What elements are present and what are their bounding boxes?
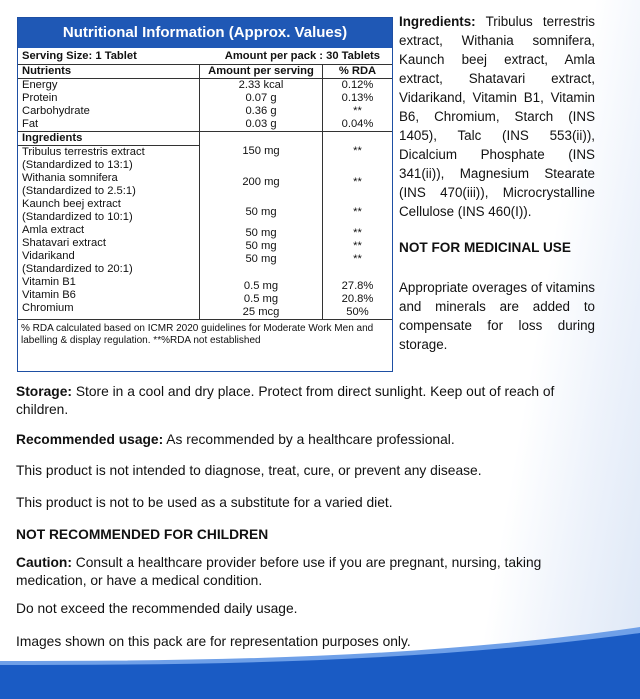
footer-wave-band — [0, 627, 640, 699]
ingredients-heading: Ingredients — [18, 132, 199, 146]
ingredient-amount: 25 mcg — [242, 306, 280, 318]
ingredient-rda: ** — [353, 145, 362, 157]
storage-paragraph — [16, 383, 596, 419]
usage-label: Recommended usage: — [16, 432, 164, 447]
ingredient-amount: 50 mg — [245, 227, 277, 239]
ingredient-rda: 50% — [346, 306, 369, 318]
nutrient-amount: 2.33 kcal — [238, 79, 284, 91]
ingredient-sub: (Standardized to 20:1) — [22, 263, 133, 275]
ingredients-label: Ingredients: — [399, 14, 476, 29]
nutrient-amounts — [199, 79, 322, 131]
rda-footnote: % RDA calculated based on ICMR 2020 guidelines for Moderate Work Men and labelling & display regulation. **%RDA not established — [18, 319, 392, 350]
ingredient-name: Vitamin B6 — [22, 289, 76, 301]
header-nutrients: Nutrients — [22, 65, 72, 77]
ingredient-rda: 27.8% — [341, 280, 374, 292]
nutrient-amount: 0.07 g — [245, 92, 277, 104]
not-for-children-notice: NOT RECOMMENDED FOR CHILDREN — [16, 527, 269, 542]
nutrient-rda: 0.12% — [341, 79, 374, 91]
ingredient-amount: 150 mg — [242, 145, 280, 157]
ingredient-name: Withania somnifera — [22, 172, 118, 184]
ingredient-rda: ** — [353, 227, 362, 239]
ingredient-sub: (Standardized to 13:1) — [22, 159, 133, 171]
ingredient-rda: ** — [353, 206, 362, 218]
caution-paragraph — [16, 554, 596, 590]
do-not-exceed-text: Do not exceed the recommended daily usage. — [16, 601, 298, 616]
ingredient-amount: 50 mg — [245, 240, 277, 252]
ingredient-sub: (Standardized to 10:1) — [22, 211, 133, 223]
storage-label: Storage: — [16, 384, 72, 399]
right-column — [399, 12, 595, 354]
nutrients-block — [18, 79, 392, 132]
header-amount: Amount per serving — [199, 65, 322, 78]
serving-row — [18, 48, 392, 65]
ingredient-amounts — [199, 132, 322, 319]
nutrient-name: Carbohydrate — [22, 105, 90, 117]
usage-paragraph — [16, 431, 596, 449]
table-header-row — [18, 65, 392, 79]
footer-wave-graphic — [0, 627, 640, 699]
serving-size: Serving Size: 1 Tablet — [22, 50, 137, 62]
not-medicinal-notice: NOT FOR MEDICINAL USE — [399, 240, 571, 255]
storage-text: Store in a cool and dry place. Protect from direct sunlight. Keep out of reach of children. — [16, 384, 555, 417]
ingredient-amount: 200 mg — [242, 176, 280, 188]
not-intended-text: This product is not intended to diagnose, treat, cure, or prevent any disease. — [16, 463, 482, 478]
ingredient-amount: 50 mg — [245, 206, 277, 218]
nutrient-rdas — [322, 79, 392, 131]
ingredient-amount: 0.5 mg — [243, 293, 279, 305]
ingredient-name: Vidarikand — [22, 250, 75, 262]
ingredient-rda: ** — [353, 253, 362, 265]
ingredient-name: Vitamin B1 — [22, 276, 76, 288]
ingredient-rda: ** — [353, 176, 362, 188]
ingredients-list: Tribulus terrestris extract, Withania somnifera, Kaunch beej extract, Amla extract, Shatavari extract, Vidarikand, Vitamin B1, Vitamin B6, Chromium, Starch (INS 1405), Talc (INS 553(ii)), Dicalcium Phosphate (INS 341(ii)), Magnesium Stearate (INS 470(iii)), Microcrystalline Cellulose (INS 460(I)). — [399, 14, 595, 219]
ingredient-sub: (Standardized to 2.5:1) — [22, 185, 136, 197]
ingredient-name: Amla extract — [22, 224, 85, 236]
nutrient-name: Energy — [22, 79, 58, 91]
overages-note: Appropriate overages of vitamins and minerals are added to compensate for loss during storage. — [399, 280, 595, 352]
ingredients-paragraph — [399, 12, 595, 221]
nutrient-rda: 0.04% — [341, 118, 374, 130]
caution-text: Consult a healthcare provider before use if you are pregnant, nursing, taking medication, or have a medical condition. — [16, 555, 542, 588]
ingredient-name: Kaunch beej extract — [22, 198, 121, 210]
nutrient-amount: 0.03 g — [245, 118, 277, 130]
caution-label: Caution: — [16, 555, 72, 570]
not-substitute-text: This product is not to be used as a substitute for a varied diet. — [16, 495, 393, 510]
ingredients-block — [18, 132, 392, 319]
ingredient-rda: 20.8% — [341, 293, 374, 305]
nutrient-name: Fat — [22, 118, 39, 130]
nutrition-table — [17, 17, 393, 372]
ingredient-name: Tribulus terrestris extract — [22, 146, 145, 158]
ingredient-name: Chromium — [22, 302, 74, 314]
nutrient-amount: 0.36 g — [245, 105, 277, 117]
ingredient-name: Shatavari extract — [22, 237, 106, 249]
images-note-text: Images shown on this pack are for representation purposes only. — [16, 634, 411, 649]
ingredient-amount: 50 mg — [245, 253, 277, 265]
ingredient-rda: ** — [353, 240, 362, 252]
nutrient-rda: 0.13% — [341, 92, 374, 104]
nutrient-name: Protein — [22, 92, 58, 104]
header-rda: % RDA — [322, 65, 392, 78]
amount-per-pack: Amount per pack : 30 Tablets — [224, 50, 380, 62]
nutrition-title: Nutritional Information (Approx. Values) — [18, 18, 392, 48]
ingredient-names — [18, 132, 199, 319]
nutrient-rda: ** — [353, 105, 362, 117]
usage-text: As recommended by a healthcare professional. — [166, 432, 455, 447]
ingredient-amount: 0.5 mg — [243, 280, 279, 292]
nutrient-names — [18, 79, 199, 131]
ingredient-rdas — [322, 132, 392, 319]
